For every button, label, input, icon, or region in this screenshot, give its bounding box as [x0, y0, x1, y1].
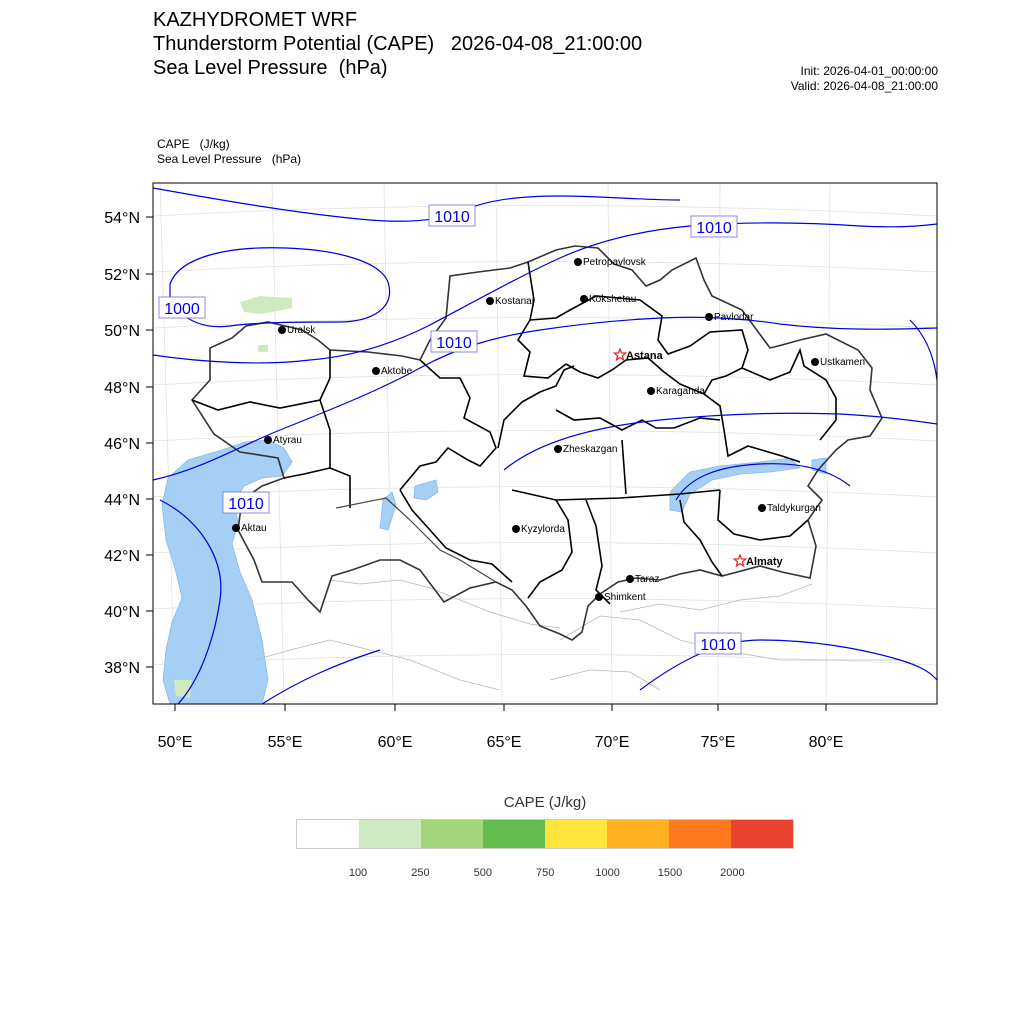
city-label-astana: Astana — [626, 350, 663, 362]
city-dot-atyrau — [264, 436, 272, 444]
lat-tick-label: 38°N — [104, 660, 140, 677]
city-dot-uralsk — [278, 326, 286, 334]
region-aktobe-kostanay — [400, 360, 496, 490]
aral-north — [414, 480, 438, 500]
colorbar-level-label: 250 — [411, 867, 430, 879]
colorbar-swatch — [731, 820, 793, 848]
lat-tick-label: 42°N — [104, 548, 140, 565]
meridian-80e — [826, 183, 830, 704]
city-dot-kostanai — [486, 297, 494, 305]
lat-tick-label: 46°N — [104, 436, 140, 453]
aral-sea — [380, 492, 396, 530]
lon-tick-label: 50°E — [157, 734, 193, 751]
longitude-axis — [158, 704, 844, 751]
city-label-taraz: Taraz — [635, 574, 660, 585]
meridian-75e — [718, 183, 720, 704]
city-dot-karaganda — [647, 387, 655, 395]
city-label-almaty: Almaty — [746, 556, 783, 568]
city-dot-kyzylorda — [512, 525, 520, 533]
city-dot-shimkent — [595, 593, 603, 601]
city-dot-petropavlovsk — [574, 258, 582, 266]
valid-time: Valid: 2026-04-08_21:00:00 — [790, 79, 938, 93]
region-karaganda-south — [556, 410, 720, 430]
caspian-sea — [162, 440, 292, 704]
lon-tick-label: 70°E — [594, 734, 630, 751]
city-label-kyzylorda: Kyzylorda — [521, 524, 565, 535]
map-content — [153, 183, 937, 704]
city-label-uralsk: Uralsk — [287, 325, 316, 336]
colorbar — [296, 819, 794, 849]
contour-1010-main — [153, 223, 937, 363]
lon-tick-label: 80°E — [808, 734, 844, 751]
region-kostanay-east — [498, 366, 574, 448]
region-kyzylorda-turk — [528, 500, 572, 598]
colorbar-level-label: 1500 — [657, 867, 683, 879]
meridian-60e — [384, 183, 393, 704]
parallel-42n — [153, 543, 937, 554]
lat-tick-label: 54°N — [104, 210, 140, 227]
title-line-2: Thunderstorm Potential (CAPE) 2026-04-08_21:00:00 — [153, 33, 643, 55]
title-line-3: Sea Level Pressure (hPa) — [153, 57, 388, 79]
city-label-pavlodar: Pavlodar — [714, 312, 754, 323]
border-uz-tm — [330, 580, 560, 628]
colorbar-level-label: 500 — [473, 867, 492, 879]
contour-label: 1010 — [228, 496, 264, 513]
lat-tick-label: 44°N — [104, 492, 140, 509]
border-tm-iran — [255, 640, 500, 690]
city-markers — [232, 257, 865, 603]
colorbar-swatch — [421, 820, 483, 848]
lat-tick-label: 40°N — [104, 604, 140, 621]
neighbor-thick-borders — [336, 498, 496, 582]
parallel-44n — [153, 487, 937, 498]
region-zhambyl-almaty — [680, 500, 722, 576]
contour-label: 1010 — [700, 637, 736, 654]
capital-star-almaty — [734, 555, 745, 566]
city-label-kokshetau: Kokshetau — [589, 294, 637, 305]
contour-label: 1010 — [696, 220, 732, 237]
region-atyrau-mangystau — [284, 468, 330, 478]
contour-label: 1000 — [164, 301, 200, 318]
colorbar-swatch — [359, 820, 421, 848]
city-label-atyrau: Atyrau — [273, 435, 302, 446]
contour-1010-low — [640, 640, 937, 690]
city-dot-taraz — [626, 575, 634, 583]
colorbar-level-label: 750 — [536, 867, 555, 879]
contour-1010-north — [153, 188, 680, 221]
uz-border-west — [336, 498, 496, 582]
city-dot-pavlodar — [705, 313, 713, 321]
city-dot-aktau — [232, 524, 240, 532]
colorbar-title: CAPE (J/kg) — [503, 794, 587, 811]
city-dot-taldykurgan — [758, 504, 766, 512]
contour-label: 1010 — [436, 335, 472, 352]
parallel-40n — [153, 599, 937, 610]
city-dot-aktobe — [372, 367, 380, 375]
latitude-axis — [104, 210, 153, 677]
region-almaty — [718, 490, 808, 540]
lon-tick-label: 75°E — [700, 734, 736, 751]
variable-cape-label: CAPE (J/kg) — [157, 137, 230, 151]
colorbar-swatch — [297, 820, 359, 848]
city-label-kostanai: Kostanai — [495, 296, 534, 307]
city-label-ustkamen: Ustkamen — [820, 357, 866, 368]
lon-tick-label: 55°E — [267, 734, 303, 751]
cape-area-uralsk — [240, 296, 292, 314]
region-turkestan — [586, 500, 610, 604]
city-dot-kokshetau — [580, 295, 588, 303]
city-label-shimkent: Shimkent — [604, 592, 646, 603]
city-label-karaganda: Karaganda — [656, 386, 705, 397]
colorbar-level-label: 100 — [348, 867, 368, 879]
colorbar-swatch — [483, 820, 545, 848]
city-dot-ustkamen — [811, 358, 819, 366]
region-zhambyl — [622, 440, 626, 494]
colorbar-level-label: 1000 — [595, 867, 620, 879]
colorbar-level-label: 2000 — [720, 867, 745, 879]
city-dot-zheskazgan — [554, 445, 562, 453]
colorbar-swatch — [669, 820, 731, 848]
region-atyrau-aktobe — [320, 400, 350, 508]
lat-tick-label: 48°N — [104, 380, 140, 397]
lat-tick-label: 52°N — [104, 267, 140, 284]
contour-1010-se — [504, 413, 937, 470]
city-label-zheskazgan: Zheskazgan — [563, 444, 618, 455]
lon-tick-label: 65°E — [486, 734, 522, 751]
capital-star-astana — [614, 349, 625, 360]
parallel-52n — [153, 262, 937, 273]
variable-slp-label: Sea Level Pressure (hPa) — [157, 152, 302, 166]
title-line-1: KAZHYDROMET WRF — [153, 9, 358, 31]
city-label-aktobe: Aktobe — [381, 366, 413, 377]
city-label-taldykurgan: Taldykurgan — [767, 503, 821, 514]
lon-tick-label: 60°E — [377, 734, 413, 751]
init-time: Init: 2026-04-01_00:00:00 — [800, 64, 938, 78]
border-kyrgyz — [620, 584, 812, 612]
city-label-petropavlovsk: Petropavlovsk — [583, 257, 646, 268]
city-label-aktau: Aktau — [241, 523, 267, 534]
water-bodies — [162, 440, 826, 704]
colorbar-swatch — [607, 820, 669, 848]
lat-tick-label: 50°N — [104, 323, 140, 340]
cape-area-uralsk-small — [258, 345, 268, 352]
region-north-kz — [518, 262, 566, 378]
colorbar-swatch — [545, 820, 607, 848]
contour-label: 1010 — [434, 209, 470, 226]
region-akmola — [530, 296, 748, 394]
